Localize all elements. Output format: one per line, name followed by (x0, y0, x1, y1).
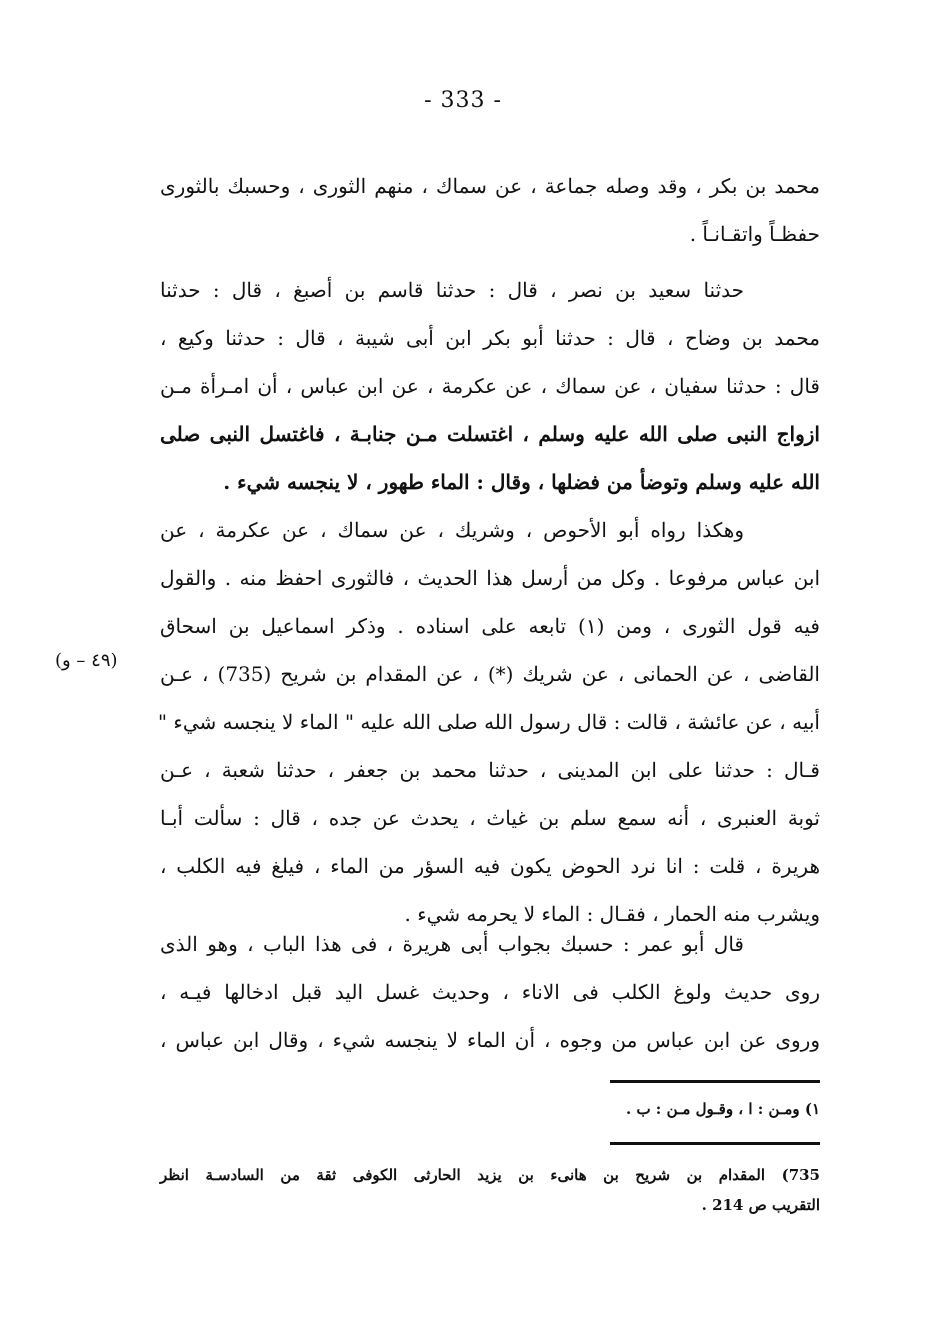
text-line: ثوبة العنبرى ، أنه سمع سلم بن غياث ، يحدث عن جده ، قال : سألت أبـا (160, 806, 820, 830)
text-line: هريرة ، قلت : انا نرد الحوض يكون فيه السؤر من الماء ، فيلغ فيه الكلب ، (160, 854, 820, 878)
footnote-line: 735) المقدام بن شريح بن هانىء بن يزيد الحارثى الكوفى ثقة من السادسـة انظر (160, 1166, 820, 1184)
paragraph (160, 266, 820, 506)
paragraph (157, 506, 820, 938)
text-line: حدثنا سعيد بن نصر ، قال : حدثنا قاسم بن أصبغ ، قال : حدثنا (160, 278, 744, 302)
text-line: ازواج النبى صلى الله عليه وسلم ، اغتسلت مـن جنابـة ، فاغتسل النبى صلى (160, 422, 820, 446)
text-line: قـال : حدثنا على ابن المدينى ، حدثنا محمد بن جعفر ، حدثنا شعبة ، عـن (160, 758, 820, 782)
paragraph (160, 920, 820, 1064)
text-line: الله عليه وسلم وتوضأ من فضلها ، وقال : الماء طهور ، لا ينجسه شيء . (223, 470, 820, 494)
text-line: القاضى ، عن الحمانى ، عن شريك (*) ، عن المقدام بن شريح (735) ، عـن (160, 662, 820, 686)
footnote-separator (610, 1142, 820, 1145)
text-line: قال أبو عمر : حسبك بجواب أبى هريرة ، فى هذا الباب ، وهو الذى (160, 932, 744, 956)
text-line: ويشرب منه الحمار ، فقـال : الماء لا يحرمه شيء . (404, 902, 820, 926)
text-line: وهكذا رواه أبو الأحوص ، وشريك ، عن سماك ، عن عكرمة ، عن (160, 518, 744, 542)
text-line: قال : حدثنا سفيان ، عن سماك ، عن عكرمة ، عن ابن عباس ، أن امـرأة مـن (160, 374, 820, 398)
footnote (160, 1094, 820, 1124)
text-line: أبيه ، عن عائشة ، قالت : قال رسول الله صلى الله عليه " الماء لا ينجسه شيء " (157, 710, 820, 734)
footnote-line: ١) ومـن : ا ، وقـول مـن : ب . (626, 1100, 820, 1118)
text-line: محمد بن بكر ، وقد وصله جماعة ، عن سماك ، منهم الثورى ، وحسبك بالثورى (160, 174, 820, 198)
text-line: فيه قول الثورى ، ومن (١) تابعه على اسناده . وذكر اسماعيل بن اسحاق (160, 614, 820, 638)
margin-note: (٤٩ – و) (55, 650, 118, 671)
text-line: محمد بن وضاح ، قال : حدثنا أبو بكر ابن أبى شيبة ، قال : حدثنا وكيع ، (160, 326, 820, 350)
page-number: - 333 - (424, 88, 502, 113)
footnote (160, 1160, 820, 1220)
text-line: حفظـاً واتقـانـاً . (689, 222, 820, 246)
footnote-separator (610, 1080, 820, 1083)
text-line: وروى عن ابن عباس من وجوه ، أن الماء لا ينجسه شيء ، وقال ابن عباس ، (160, 1028, 820, 1052)
footnote-line: التقريب ص 214 . (701, 1196, 820, 1214)
text-line: روى حديث ولوغ الكلب فى الاناء ، وحديث غسل اليد قبل ادخالها فيـه ، (160, 980, 820, 1004)
paragraph (160, 162, 820, 258)
text-line: ابن عباس مرفوعا . وكل من أرسل هذا الحديث ، فالثورى احفظ منه . والقول (160, 566, 820, 590)
